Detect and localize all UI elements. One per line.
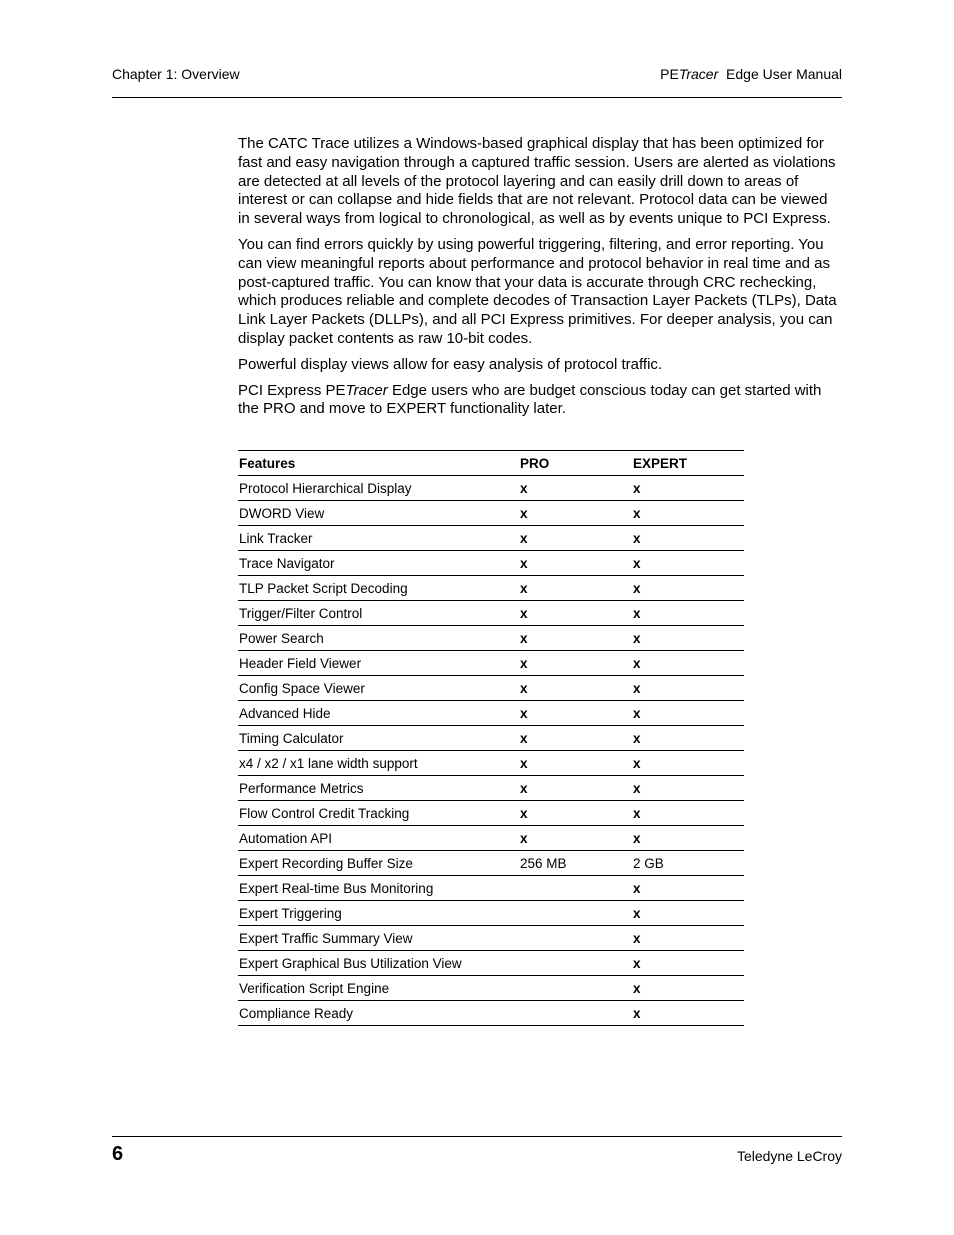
feature-name-cell: DWORD View: [238, 501, 519, 526]
para4-tracer: Tracer: [345, 381, 388, 399]
paragraph-errors: You can find errors quickly by using powerful triggering, filtering, and error reporting. You can view meaningful reports about performance and protocol behavior in real time and as post-captured traffic. You can know that your data is accurate through CRC rechecking, which produces reliable and complete decodes of Transaction Layer Packets (TLPs), Data Link Layer Packets (DLLPs), and all PCI Express primitives. For deeper analysis, you can display packet contents as raw 10-bit codes.: [238, 235, 837, 347]
feature-name-cell: Protocol Hierarchical Display: [238, 476, 519, 501]
table-row: [238, 651, 744, 676]
expert-cell: x: [632, 726, 744, 751]
pro-cell: x: [519, 626, 632, 651]
pro-cell: x: [519, 576, 632, 601]
expert-cell: x: [632, 951, 744, 976]
pro-cell: [519, 976, 632, 1001]
feature-name-cell: Header Field Viewer: [238, 651, 519, 676]
pro-cell: [519, 926, 632, 951]
expert-cell: x: [632, 476, 744, 501]
table-row: [238, 476, 744, 501]
feature-name-cell: Automation API: [238, 826, 519, 851]
feature-name-cell: Verification Script Engine: [238, 976, 519, 1001]
expert-cell: x: [632, 1001, 744, 1026]
pro-cell: x: [519, 751, 632, 776]
feature-name-cell: Trace Navigator: [238, 551, 519, 576]
feature-name-cell: Performance Metrics: [238, 776, 519, 801]
expert-cell: x: [632, 701, 744, 726]
table-body: [238, 476, 744, 1026]
header-rule: [112, 97, 842, 98]
table-row: [238, 601, 744, 626]
table-row: [238, 951, 744, 976]
pro-cell: x: [519, 501, 632, 526]
expert-cell: x: [632, 651, 744, 676]
table-row: [238, 926, 744, 951]
paragraph-pro-expert: [238, 382, 842, 420]
expert-cell: x: [632, 526, 744, 551]
feature-name-cell: x4 / x2 / x1 lane width support: [238, 751, 519, 776]
para4-prefix: PCI Express PE: [238, 381, 346, 399]
expert-cell: x: [632, 551, 744, 576]
table-row: [238, 501, 744, 526]
table-row: [238, 676, 744, 701]
expert-cell: x: [632, 676, 744, 701]
expert-cell: x: [632, 901, 744, 926]
expert-cell: 2 GB: [632, 851, 744, 876]
feature-name-cell: Power Search: [238, 626, 519, 651]
pro-cell: [519, 951, 632, 976]
header-pro: PRO: [519, 451, 632, 476]
pro-cell: x: [519, 676, 632, 701]
pro-cell: x: [519, 801, 632, 826]
table-row: [238, 876, 744, 901]
table-row: [238, 551, 744, 576]
expert-cell: x: [632, 826, 744, 851]
running-header-chapter: Chapter 1: Overview: [112, 66, 240, 82]
pro-cell: x: [519, 526, 632, 551]
table-row: [238, 526, 744, 551]
para4-rest: Edge users who are budget conscious today can get started with the PRO and move to EXPERT functionality later.: [238, 381, 822, 418]
table-row: [238, 901, 744, 926]
expert-cell: x: [632, 576, 744, 601]
table-row: [238, 851, 744, 876]
pro-cell: 256 MB: [519, 851, 632, 876]
expert-cell: x: [632, 601, 744, 626]
feature-name-cell: Compliance Ready: [238, 1001, 519, 1026]
table-row: [238, 801, 744, 826]
pro-cell: [519, 876, 632, 901]
running-header-manual-title: [660, 66, 842, 82]
feature-comparison-table: [238, 450, 744, 1026]
table-row: [238, 751, 744, 776]
pro-cell: x: [519, 826, 632, 851]
pro-cell: x: [519, 601, 632, 626]
feature-name-cell: Expert Triggering: [238, 901, 519, 926]
expert-cell: x: [632, 926, 744, 951]
pro-cell: x: [519, 776, 632, 801]
feature-name-cell: Expert Traffic Summary View: [238, 926, 519, 951]
footer-rule: [112, 1136, 842, 1137]
expert-cell: x: [632, 976, 744, 1001]
feature-name-cell: Timing Calculator: [238, 726, 519, 751]
manual-title-rest: Edge User Manual: [718, 66, 842, 82]
pro-cell: x: [519, 551, 632, 576]
table-row: [238, 976, 744, 1001]
feature-name-cell: Flow Control Credit Tracking: [238, 801, 519, 826]
pro-cell: x: [519, 476, 632, 501]
paragraph-display-views: Powerful display views allow for easy analysis of protocol traffic.: [238, 355, 663, 373]
footer-company: Teledyne LeCroy: [736, 1148, 842, 1164]
pro-cell: [519, 1001, 632, 1026]
pro-cell: x: [519, 726, 632, 751]
page-number: 6: [112, 1143, 124, 1165]
table-row: [238, 1001, 744, 1026]
table-row: [238, 726, 744, 751]
feature-name-cell: Advanced Hide: [238, 701, 519, 726]
expert-cell: x: [632, 501, 744, 526]
expert-cell: x: [632, 876, 744, 901]
table-header-row: [238, 451, 744, 476]
feature-name-cell: Expert Real-time Bus Monitoring: [238, 876, 519, 901]
feature-name-cell: Expert Recording Buffer Size: [238, 851, 519, 876]
feature-name-cell: TLP Packet Script Decoding: [238, 576, 519, 601]
table-row: [238, 826, 744, 851]
table-row: [238, 776, 744, 801]
expert-cell: x: [632, 751, 744, 776]
manual-title-tracer: Tracer: [678, 66, 719, 82]
pro-cell: x: [519, 701, 632, 726]
expert-cell: x: [632, 776, 744, 801]
feature-name-cell: Link Tracker: [238, 526, 519, 551]
pro-cell: x: [519, 651, 632, 676]
feature-name-cell: Config Space Viewer: [238, 676, 519, 701]
expert-cell: x: [632, 626, 744, 651]
body-content: [238, 135, 842, 426]
header-features: Features: [238, 451, 519, 476]
paragraph-intro: The CATC Trace utilizes a Windows-based graphical display that has been optimized for fast and easy navigation through a captured traffic session. Users are alerted as violations are detected at all levels of the protocol layering and can easily drill down to areas of interest or can collapse and hide fields that are not relevant. Protocol data can be viewed in several ways from logical to chronological, as well as by events unique to PCI Express.: [238, 135, 836, 228]
pro-cell: [519, 901, 632, 926]
table-row: [238, 626, 744, 651]
manual-title-pe: PE: [660, 66, 679, 82]
expert-cell: x: [632, 801, 744, 826]
table-row: [238, 576, 744, 601]
header-expert: EXPERT: [632, 451, 744, 476]
table-row: [238, 701, 744, 726]
feature-name-cell: Expert Graphical Bus Utilization View: [238, 951, 519, 976]
feature-name-cell: Trigger/Filter Control: [238, 601, 519, 626]
